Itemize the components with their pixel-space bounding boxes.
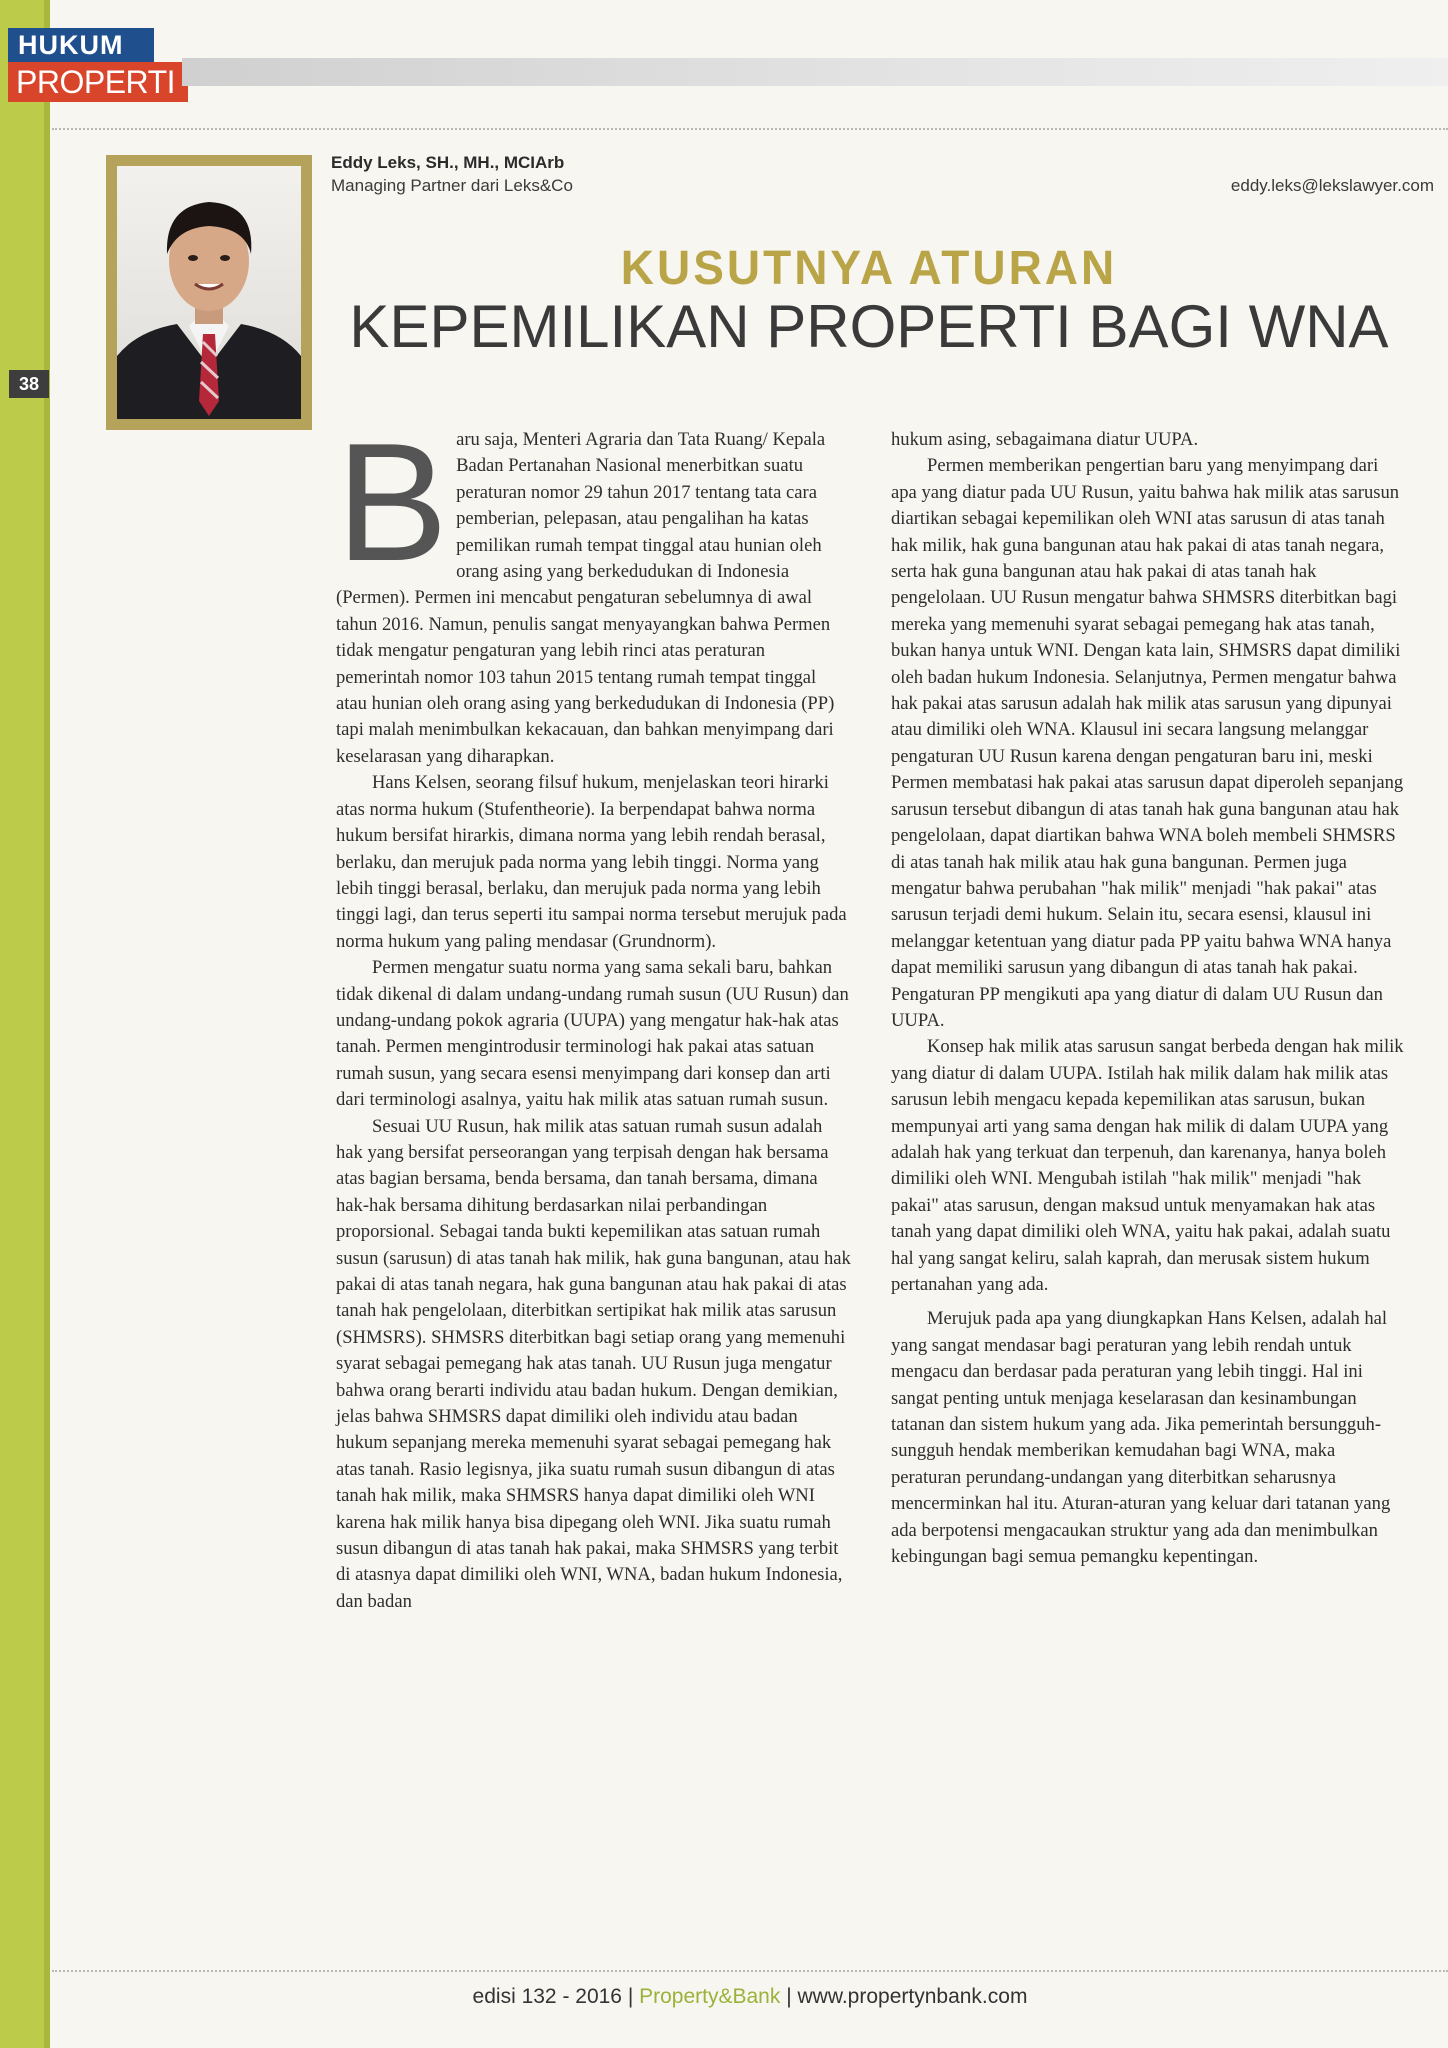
footer-edition: edisi 132 - 2016: [472, 1985, 622, 2008]
bottom-divider: [52, 1970, 1448, 1972]
section-label-properti: PROPERTI: [8, 62, 188, 102]
drop-cap: B: [336, 408, 449, 596]
paragraph: Merujuk pada apa yang diungkapkan Hans Kelsen, adalah hal yang sangat mendasar bagi peraturan yang lebih rendah untuk mengacu dan berdasar pada peraturan yang lebih tinggi. Hal ini sangat penting untuk menjaga keselarasan dan kesinambungan tatanan dan sistem hukum yang ada. Jika pemerintah bersungguh-sungguh hendak memberikan kemudahan bagi WNA, maka peraturan perundang-undangan yang diterbitkan seharusnya mencerminkan hal itu. Aturan-aturan yang keluar dari tatanan yang ada berpotensi mengacaukan struktur yang ada dan menimbulkan kebingungan bagi semua pemangku kepentingan.: [891, 1308, 1391, 1568]
paragraph: Permen memberikan pengertian baru yang menyimpang dari apa yang diatur pada UU Rusun, yaitu bahwa hak milik atas sarusun diartikan sebagai kepemilikan oleh WNI atas sarusun di atas tanah hak milik, hak guna bangunan atau hak pakai di atas tanah negara, serta hak guna bangunan atau hak pakai di atas tanah hak pengelolaan. UU Rusun mengatur bahwa SHMSRS diterbitkan bagi mereka yang memenuhi syarat sebagai pemegang hak atas tanah, bukan hanya untuk WNI. Dengan kata lain, SHMSRS dapat dimiliki oleh badan hukum Indonesia. Selanjutnya, Permen mengatur bahwa hak pakai atas sarusun adalah hak milik atas sarusun yang dipunyai atau dimiliki oleh WNA. Klausul ini secara langsung melanggar pengaturan UU Rusun karena dengan pengaturan baru ini, meski Permen membatasi hak pakai atas sarusun dapat diperoleh sepanjang sarusun tersebut dibangun di atas tanah hak guna bangunan atau hak pengelolaan, dapat diartikan bahwa WNA boleh membeli SHMSRS di atas tanah hak milik atau hak guna bangunan. Permen juga mengatur bahwa perubahan "hak milik" menjadi "hak pakai" atas sarusun terjadi demi hukum. Selain itu, secara esensi, klausul ini melanggar ketentuan yang diatur pada PP yaitu bahwa WNA hanya dapat memiliki sarusun yang dibangun di atas tanah hak pakai. Pengaturan PP mengikuti apa yang diatur di dalam UU Rusun dan UUPA.: [891, 455, 1404, 1031]
page-footer: [52, 1985, 1448, 2009]
article-column-right: [891, 427, 1406, 1570]
section-label-hukum: HUKUM: [8, 28, 154, 62]
footer-separator: |: [780, 1985, 798, 2008]
footer-brand: Property&Bank: [639, 1985, 781, 2008]
paragraph: Konsep hak milik atas sarusun sangat berbeda dengan hak milik yang diatur di dalam UUPA. Istilah hak milik dalam hak milik atas sarusun lebih mengacu kepada kepemilikan atas sarusun, bukan mempunyai arti yang sama dengan hak milik di dalam UUPA yang adalah hak yang terkuat dan terpenuh, dan karenanya, hanya boleh dimiliki oleh WNI. Mengubah istilah "hak milik" menjadi "hak pakai" atas sarusun, dengan maksud untuk menyamakan hak atas tanah yang dapat dimiliki oleh WNA, yaitu hak pakai, adalah suatu hal yang sangat keliru, salah kaprah, dan merusak sistem hukum pertanahan yang ada.: [891, 1036, 1404, 1295]
author-role: Managing Partner dari Leks&Co: [331, 176, 573, 195]
author-email[interactable]: eddy.leks@lekslawyer.com: [1230, 176, 1434, 195]
article-title-line1: KUSUTNYA ATURAN: [620, 239, 1118, 295]
footer-separator: |: [622, 1985, 640, 2008]
author-name: Eddy Leks, SH., MH., MCIArb: [331, 153, 565, 172]
header-band: [182, 58, 1448, 86]
page-number: 38: [9, 370, 49, 398]
paragraph: aru saja, Menteri Agraria dan Tata Ruang/ Kepala Badan Pertanahan Nasional menerbitkan suatu peraturan nomor 29 tahun 2017 tentang tata cara pemberian, pelepasan, atau pengalihan ha katas pemilikan rumah tempat tinggal atau hunian oleh orang asing yang berkedudukan di Indonesia (Permen). Permen ini mencabut pengaturan sebelumnya di awal tahun 2016. Namun, penulis sangat menyayangkan bahwa Permen tidak mengatur pengaturan yang lebih rinci atas peraturan pemerintah nomor 103 tahun 2015 tentang rumah tempat tinggal atau hunian oleh orang asing yang berkedudukan di Indonesia (PP) tapi malah menimbulkan kekacauan, dan bahkan menyimpang dari keselarasan yang diharapkan.: [336, 429, 835, 767]
article-column-left: [336, 408, 851, 1615]
paragraph: Permen mengatur suatu norma yang sama sekali baru, bahkan tidak dikenal di dalam undang-undang rumah susun (UU Rusun) dan undang-undang pokok agraria (UUPA) yang mengatur hak-hak atas tanah. Permen mengintrodusir terminologi hak pakai atas satuan rumah susun, yang secara esensi menyimpang dari konsep dan arti dari terminologi asalnya, yaitu hak milik atas satuan rumah susun.: [336, 957, 849, 1111]
article-title-line2: KEPEMILIKAN PROPERTI BAGI WNA: [349, 293, 1389, 360]
paragraph: hukum asing, sebagaimana diatur UUPA.: [891, 429, 1199, 450]
top-divider: [52, 128, 1448, 130]
footer-url[interactable]: www.propertynbank.com: [797, 1985, 1028, 2008]
paragraph: Hans Kelsen, seorang filsuf hukum, menjelaskan teori hirarki atas norma hukum (Stufentheorie). Ia berpendapat bahwa norma hukum bersifat hirarkis, dimana norma yang lebih rendah berasal, berlaku, dan merujuk pada norma yang lebih tinggi. Norma yang lebih tinggi berasal, berlaku, dan merujuk pada norma yang lebih tinggi lagi, dan terus seperti itu sampai norma tersebut merujuk pada norma hukum yang paling mendasar (Grundnorm).: [336, 772, 847, 952]
section-badge: [8, 28, 180, 102]
paragraph: Sesuai UU Rusun, hak milik atas satuan rumah susun adalah hak yang bersifat perseorangan yang terpisah dengan hak bersama atas bagian bersama, benda bersama, dan tanah bersama, dimana hak-hak bersama dihitung berdasarkan nilai perbandingan proporsional. Sebagai tanda bukti kepemilikan atas satuan rumah susun (sarusun) di atas tanah hak milik, hak guna bangunan, atau hak pakai di atas tanah negara, hak guna bangunan atau hak pakai di atas tanah hak pengelolaan, diterbitkan sertipikat hak milik atas sarusun (SHMSRS). SHMSRS diterbitkan bagi setiap orang yang memenuhi syarat sebagai pemegang hak atas tanah. UU Rusun juga mengatur bahwa orang berarti individu atau badan hukum. Dengan demikian, jelas bahwa SHMSRS dapat dimiliki oleh individu atau badan hukum sepanjang mereka memenuhi syarat sebagai pemegang hak atas tanah. Rasio legisnya, jika suatu rumah susun dibangun di atas tanah hak milik, maka SHMSRS hanya dapat dimiliki oleh WNI karena hak milik hanya bisa dipegang oleh WNI. Jika suatu rumah susun dibangun di atas tanah hak pakai, maka SHMSRS yang terbit di atasnya dapat dimiliki oleh WNI, WNA, badan hukum Indonesia, dan badan: [336, 1115, 851, 1612]
